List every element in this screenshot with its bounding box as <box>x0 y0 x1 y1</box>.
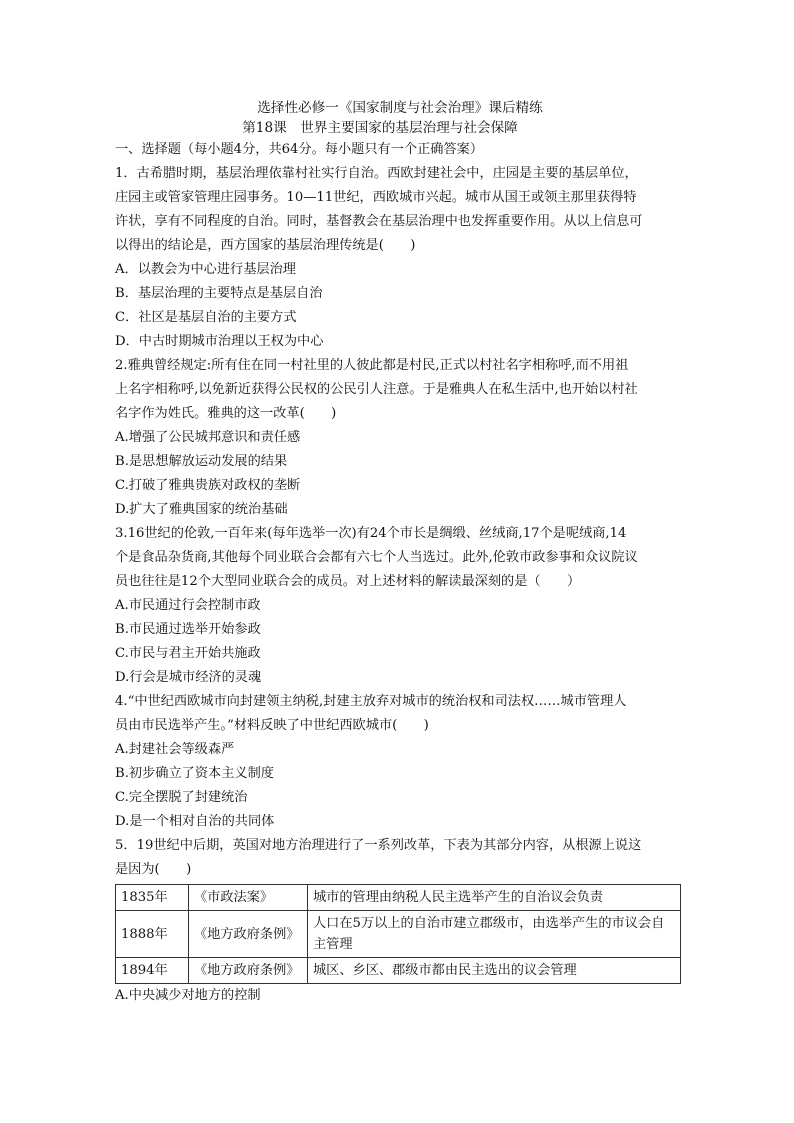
option-b: B.初步确立了资本主义制度 <box>115 766 274 781</box>
worksheet-page <box>115 98 685 1008</box>
table-row <box>116 958 681 984</box>
table-row <box>116 911 681 958</box>
option-d: D.扩大了雅典国家的统治基础 <box>115 502 288 517</box>
question-line: 以得出的结论是，西方国家的基层治理传统是( ) <box>115 238 416 253</box>
option-c: C.市民与君主开始共施政 <box>115 646 261 661</box>
reform-table <box>115 884 681 984</box>
question-line: 1．古希腊时期，基层治理依靠村社实行自治。西欧封建社会中，庄园是主要的基层单位， <box>115 166 638 181</box>
question-line: 5．19世纪中后期，英国对地方治理进行了一系列改革，下表为其部分内容，从根源上说这 <box>115 838 642 853</box>
option-d: D.是一个相对自治的共同体 <box>115 814 275 829</box>
table-cell-content: 城区、乡区、郡级市都由民主选出的议会管理 <box>308 958 681 984</box>
question-line: 是因为( ) <box>115 862 192 877</box>
option-d: D．中古时期城市治理以王权为中心 <box>115 334 324 349</box>
document-title: 选择性必修一《国家制度与社会治理》课后精练 <box>257 100 543 116</box>
option-b: B．基层治理的主要特点是基层自治 <box>115 286 323 301</box>
question-5 <box>115 834 685 1008</box>
table-row <box>116 885 681 911</box>
table-cell-law: 《地方政府条例》 <box>189 958 308 984</box>
question-line: 员由市民选举产生。”材料反映了中世纪西欧城市( ) <box>115 718 429 733</box>
question-line: 庄园主或管家管理庄园事务。10—11世纪，西欧城市兴起。城市从国王或领主那里获得特 <box>115 190 637 205</box>
question-line: 名字作为姓氏。雅典的这一改革( ) <box>115 406 337 421</box>
question-line: 许状，享有不同程度的自治。同时，基督教会在基层治理中也发挥重要作用。从以上信息可 <box>115 214 643 229</box>
option-a: A.封建社会等级森严 <box>115 742 235 757</box>
table-cell-law: 《地方政府条例》 <box>189 911 308 958</box>
table-cell-content: 人口在5万以上的自治市建立郡级市，由选举产生的市议会自主管理 <box>308 911 681 958</box>
lesson-title: 第18课 世界主要国家的基层治理与社会保障 <box>242 120 518 136</box>
option-d: D.行会是城市经济的灵魂 <box>115 670 262 685</box>
option-c: C.打破了雅典贵族对政权的垄断 <box>115 478 301 493</box>
table-cell-year: 1888年 <box>116 911 189 958</box>
table-cell-year: 1894年 <box>116 958 189 984</box>
option-a: A.增强了公民城邦意识和责任感 <box>115 430 301 445</box>
option-c: C．社区是基层自治的主要方式 <box>115 310 297 325</box>
question-line: 上名字相称呼,以免新近获得公民权的公民引人注意。于是雅典人在私生活中,也开始以村社 <box>115 382 638 397</box>
question-line: 个是食品杂货商,其他每个同业联合会都有六七个人当选过。此外,伦敦市政参事和众议院议 <box>115 550 638 565</box>
question-1 <box>115 162 685 354</box>
option-a: A.市民通过行会控制市政 <box>115 598 261 613</box>
question-line: 3.16世纪的伦敦,一百年来(每年选举一次)有24个市长是绸缎、丝绒商,17个是呢绒商,14 <box>115 526 627 541</box>
option-b: B.是思想解放运动发展的结果 <box>115 454 288 469</box>
table-cell-year: 1835年 <box>116 885 189 911</box>
question-4 <box>115 690 685 834</box>
option-c: C.完全摆脱了封建统治 <box>115 790 248 805</box>
question-line: 2.雅典曾经规定:所有住在同一村社里的人彼此都是村民,正式以村社名字相称呼,而不用祖 <box>115 358 629 373</box>
question-line: 员也往往是12个大型同业联合会的成员。对上述材料的解读最深刻的是（ ） <box>115 574 581 589</box>
question-line: 4.“中世纪西欧城市向封建领主纳税,封建主放弃对城市的统治权和司法权……城市管理人 <box>115 694 627 709</box>
option-a: A．以教会为中心进行基层治理 <box>115 262 296 277</box>
section-heading: 一、选择题（每小题4分，共64分。每小题只有一个正确答案） <box>115 142 484 157</box>
question-2 <box>115 354 685 522</box>
option-a: A.中央减少对地方的控制 <box>115 988 261 1003</box>
question-3 <box>115 522 685 690</box>
table-cell-content: 城市的管理由纳税人民主选举产生的自治议会负责 <box>308 885 681 911</box>
option-b: B.市民通过选举开始参政 <box>115 622 261 637</box>
table-cell-law: 《市政法案》 <box>189 885 308 911</box>
